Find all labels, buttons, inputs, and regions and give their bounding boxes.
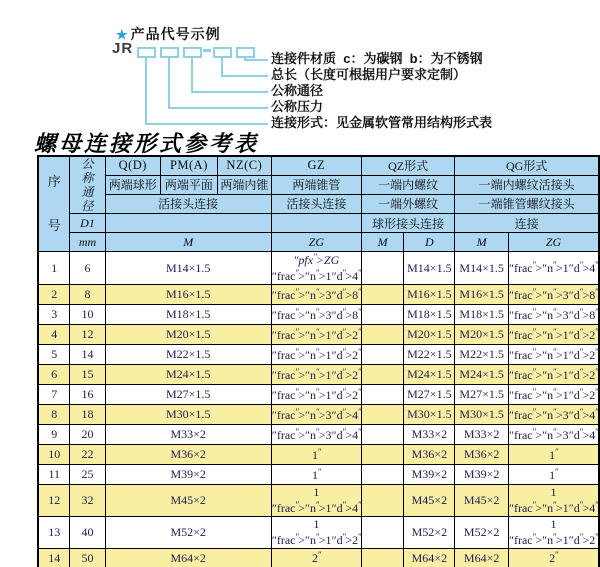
table-body [38,252,599,567]
cell-seq: 4 [38,325,70,345]
cell-dn: 22 [70,445,105,465]
cell-seq: 2 [38,285,70,305]
cell-qz-m [361,517,404,549]
header-code-qz: QZ形式 [361,156,455,175]
cell-seq: 8 [38,405,70,425]
cell-qg-m: M33×2 [455,425,509,445]
cell-dn: 12 [70,325,105,345]
table-row [38,517,599,549]
cell-gz: ″frac″>″n″>1″d″>2″ [271,365,361,385]
cell-m: M14×1.5 [105,252,271,285]
cell-dn: 40 [70,517,105,549]
cell-gz: ″frac″>″n″>3″d″>4″ [271,405,361,425]
cell-qg-zg: ″frac″>″n″>1″d″>2″ [508,345,599,365]
table-row [38,305,599,325]
cell-qz-m [361,549,404,567]
header-code-pma: PM(A) [160,156,217,175]
table-row [38,425,599,445]
cell-seq: 1 [38,252,70,285]
cell-gz: 1 ″frac″>″n″>1″d″>2″ [271,517,361,548]
table-row [38,365,599,385]
table-row [38,485,599,517]
cell-dn: 10 [70,305,105,325]
cell-qg-m: M45×2 [455,485,509,517]
header-qz-d: D [404,233,455,252]
cell-m: M52×2 [105,517,271,549]
cell-qg-zg: ″frac″>″n″>1″d″>4″ [508,252,599,285]
cell-m: M64×2 [105,549,271,567]
cell-dn: 15 [70,365,105,385]
table-row [38,285,599,305]
cell-qz-m [361,305,404,325]
cell-qg-zg: ″frac″>″n″>3″d″>4″ [508,425,599,445]
header-d1: D1 [70,214,105,233]
cell-dn: 25 [70,465,105,485]
cell-qz-d: M20×1.5 [404,325,455,345]
header-code-gz: GZ [271,156,361,175]
header-zg-label: ZG [271,233,361,252]
legend-connect-form: 连接形式：见金属软管常用结构形式表 [271,115,493,130]
cell-m: M33×2 [105,425,271,445]
cell-qg-m: M30×1.5 [455,405,509,425]
header-desc-pma: 两端平面 [160,175,217,194]
header-qg-r3: 一端锥管螺纹接头 [455,194,599,213]
nut-connection-table [37,155,600,567]
cell-m: M16×1.5 [105,285,271,305]
cell-qg-zg: ″frac″>″n″>1″d″>2″ [508,325,599,345]
cell-qz-d: M64×2 [404,549,455,567]
cell-seq: 13 [38,517,70,549]
header-left-connect: 活接头连接 [105,194,271,213]
header-dn: 公 称 通 径 [70,156,105,214]
cell-qz-d: M16×1.5 [404,285,455,305]
header-blank-left [105,214,271,233]
header-desc-nzc: 两端内锥 [217,175,271,194]
cell-gz: ″frac″>″n″>3″d″>8″ [271,285,361,305]
cell-qg-m: M22×1.5 [455,345,509,365]
cell-qg-m: M64×2 [455,549,509,567]
cell-qz-m [361,465,404,485]
cell-m: M20×1.5 [105,325,271,345]
header-qg-m: M [455,233,509,252]
legend-total-length: 总长（长度可根据用户要求定制） [271,67,467,82]
cell-gz: 1 ″frac″>″n″>1″d″>4″ [271,485,361,516]
header-mm: mm [70,233,105,252]
cell-qg-m: M16×1.5 [455,285,509,305]
cell-qg-m: M27×1.5 [455,385,509,405]
cell-qz-d: M52×2 [404,517,455,549]
header-qg-r4: 连接 [455,214,599,233]
cell-m: M36×2 [105,445,271,465]
header-qz-r2: 一端内螺纹 [361,175,455,194]
star-icon: ★ [116,27,129,42]
table-row [38,465,599,485]
cell-qg-m: M14×1.5 [455,252,509,285]
cell-qg-zg: ″frac″>″n″>3″d″>8″ [508,285,599,305]
cell-qz-d: M27×1.5 [404,385,455,405]
cell-qz-d: M18×1.5 [404,305,455,325]
header-qz-m: M [361,233,404,252]
cell-gz: 1″ [271,445,361,465]
diagram-title-text: 产品代号示例 [130,26,221,42]
cell-qz-m [361,485,404,517]
cell-dn: 18 [70,405,105,425]
header-gz-connect: 活接头连接 [271,194,361,213]
cell-seq: 14 [38,549,70,567]
cell-qg-m: M36×2 [455,445,509,465]
cell-m: M30×1.5 [105,405,271,425]
cell-qg-zg: 2″ [508,549,599,567]
cell-qg-zg: 1 ″frac″>″n″>1″d″>2″ [508,517,598,548]
header-code-nzc: NZ(C) [217,156,271,175]
legend-nominal-press: 公称压力 [271,99,324,114]
cell-seq: 6 [38,365,70,385]
cell-qg-zg: ″frac″>″n″>1″d″>2″ [508,385,599,405]
cell-qz-d: M22×1.5 [404,345,455,365]
cell-qg-zg: 1 ″frac″>″n″>1″d″>4″ [508,485,598,516]
table-row [38,345,599,365]
cell-qz-m [361,445,404,465]
cell-seq: 7 [38,385,70,405]
cell-dn: 32 [70,485,105,517]
cell-qz-m [361,425,404,445]
cell-dn: 20 [70,425,105,445]
header-code-qd: Q(D) [105,156,160,175]
header-qg-zg: ZG [508,233,599,252]
cell-seq: 11 [38,465,70,485]
cell-qg-zg: 1″ [508,445,599,465]
header-desc-qd: 两端球形 [105,175,160,194]
cell-qz-d: M24×1.5 [404,365,455,385]
cell-gz: ″frac″>″n″>1″d″>2″ [271,345,361,365]
cell-m: M22×1.5 [105,345,271,365]
legend-material: 连接件材质 c：为碳钢 b：为不锈钢 [271,51,483,66]
cell-qz-m [361,285,404,305]
cell-qz-d: M33×2 [404,425,455,445]
cell-qg-zg: ″frac″>″n″>1″d″>2″ [508,365,599,385]
cell-gz: ″frac″>″n″>3″d″>8″ [271,305,361,325]
cell-dn: 16 [70,385,105,405]
header-qg-r2: 一端内螺纹活接头 [455,175,599,194]
cell-qg-zg: ″frac″>″n″>3″d″>8″ [508,305,599,325]
header-qz-r4: 球形接头连接 [361,214,455,233]
cell-gz: 1″ [271,465,361,485]
cell-seq: 10 [38,445,70,465]
header-qz-r3: 一端外螺纹 [361,194,455,213]
table-row [38,252,599,285]
cell-qg-m: M20×1.5 [455,325,509,345]
table-row [38,325,599,345]
cell-m: M24×1.5 [105,365,271,385]
cell-qg-m: M52×2 [455,517,509,549]
cell-dn: 6 [70,252,105,285]
header-desc-gz: 两端锥管 [271,175,361,194]
cell-m: M45×2 [105,485,271,517]
cell-gz: 2″ [271,549,361,567]
legend-nominal-dia: 公称通径 [271,83,324,98]
table-header [38,156,599,252]
header-seq: 序 号 [38,156,70,252]
cell-qz-d: M39×2 [404,465,455,485]
cell-seq: 9 [38,425,70,445]
table-title: 螺母连接形式参考表 [34,131,260,156]
connector-line-5 [145,57,268,125]
cell-seq: 12 [38,485,70,517]
cell-qz-d: M14×1.5 [404,252,455,285]
cell-qz-d: M36×2 [404,445,455,465]
table-row [38,549,599,567]
cell-qg-zg: ″frac″>″n″>3″d″>4″ [508,405,599,425]
cell-qz-m [361,405,404,425]
cell-qg-m: M18×1.5 [455,305,509,325]
cell-gz: ″frac″>″n″>1″d″>2″ [271,325,361,345]
cell-dn: 14 [70,345,105,365]
header-m-label: M [105,233,271,252]
cell-dn: 50 [70,549,105,567]
cell-gz: ″frac″>″n″>1″d″>2″ [271,385,361,405]
cell-m: M27×1.5 [105,385,271,405]
cell-seq: 5 [38,345,70,365]
cell-qz-d: M45×2 [404,485,455,517]
cell-gz: ″frac″>″n″>3″d″>4″ [271,425,361,445]
cell-qz-m [361,252,404,285]
code-prefix: JR [112,40,134,57]
table-row [38,385,599,405]
table-row [38,405,599,425]
cell-dn: 8 [70,285,105,305]
cell-qz-m [361,385,404,405]
dash-separator [203,49,211,52]
header-code-qg: QG形式 [455,156,599,175]
table-row [38,445,599,465]
cell-m: M18×1.5 [105,305,271,325]
cell-qg-m: M24×1.5 [455,365,509,385]
cell-qz-d: M30×1.5 [404,405,455,425]
cell-seq: 3 [38,305,70,325]
header-blank-gz [271,214,361,233]
cell-qg-zg: 1″ [508,465,599,485]
cell-m: M39×2 [105,465,271,485]
cell-qz-m [361,345,404,365]
cell-qz-m [361,325,404,345]
cell-qg-m: M39×2 [455,465,509,485]
cell-qz-m [361,365,404,385]
cell-gz: ″pfx″>ZG ″frac″>″n″>1″d″>4″ [271,252,361,284]
